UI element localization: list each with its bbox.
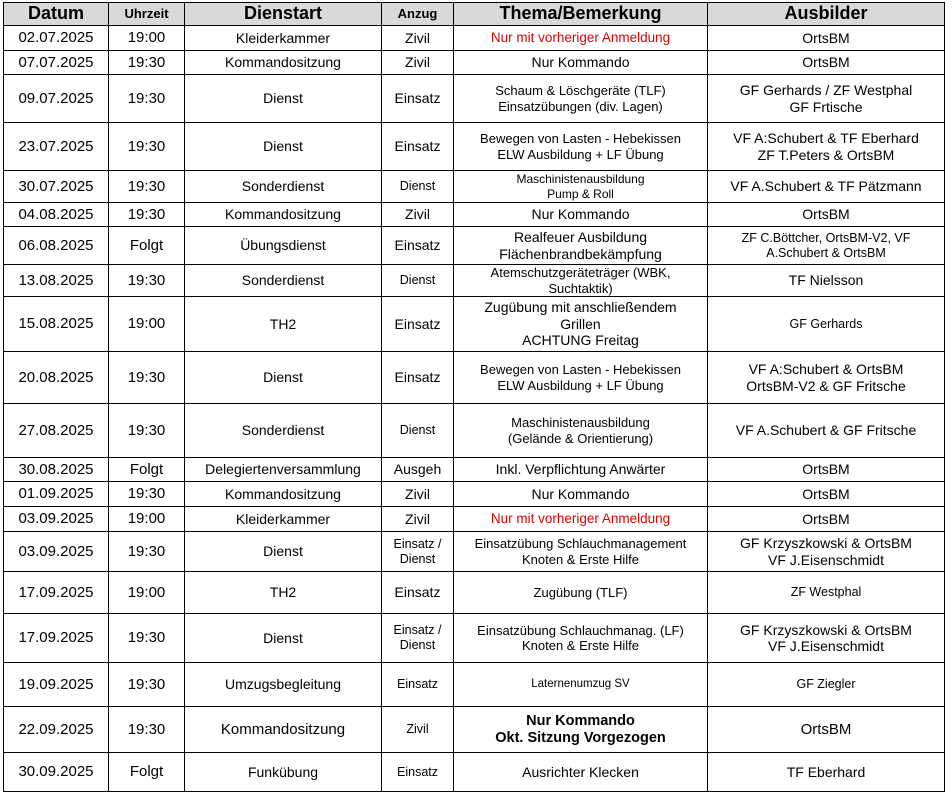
table-row — [4, 404, 945, 458]
instructor-line: GF Frtische — [789, 98, 863, 115]
uniform-cell: Einsatz — [382, 123, 454, 171]
date-cell: 15.08.2025 — [4, 297, 109, 352]
instructor-line: GF Krzyszkowski & OrtsBM — [740, 621, 912, 638]
type-cell: Kommandositzung — [185, 482, 382, 507]
table-row — [4, 51, 945, 75]
type-cell: Dienst — [185, 352, 382, 404]
time-cell: 19:30 — [109, 482, 185, 507]
topic-line: Pump & Roll — [547, 186, 614, 201]
topic-line: Nur Kommando — [526, 712, 635, 729]
time-cell: 19:30 — [109, 352, 185, 404]
table-row — [4, 507, 945, 532]
table-row — [4, 123, 945, 171]
topic-cell: Nur Kommando — [454, 203, 708, 227]
uniform-cell: Dienst — [382, 265, 454, 297]
instructor-cell: OrtsBM — [708, 203, 945, 227]
topic-cell — [454, 171, 708, 203]
topic-line: Atemschutzgeräteträger (WBK, — [490, 265, 671, 281]
date-cell: 30.08.2025 — [4, 458, 109, 482]
date-cell: 06.08.2025 — [4, 227, 109, 265]
instructor-line: VF A:Schubert & OrtsBM — [748, 361, 904, 378]
table-row — [4, 458, 945, 482]
instructor-cell — [708, 352, 945, 404]
date-cell: 09.07.2025 — [4, 75, 109, 123]
type-cell: TH2 — [185, 572, 382, 614]
time-cell: Folgt — [109, 227, 185, 265]
time-cell: 19:30 — [109, 265, 185, 297]
uniform-cell: Einsatz — [382, 663, 454, 707]
header-instructor: Ausbilder — [708, 3, 945, 26]
header-uniform: Anzug — [382, 3, 454, 26]
topic-line: ELW Ausbildung + LF Übung — [497, 146, 664, 162]
instructor-cell — [708, 123, 945, 171]
time-cell: 19:30 — [109, 75, 185, 123]
instructor-line: OrtsBM-V2 & GF Fritsche — [746, 377, 906, 394]
topic-cell — [454, 123, 708, 171]
topic-line: Grillen — [560, 315, 601, 332]
topic-line: (Gelände & Orientierung) — [507, 430, 654, 446]
time-cell: 19:00 — [109, 297, 185, 352]
instructor-cell — [708, 75, 945, 123]
topic-line: Einsatzübung Schlauchmanag. (LF) — [477, 622, 684, 638]
table-row — [4, 352, 945, 404]
uniform-cell: Zivil — [382, 507, 454, 532]
date-cell: 07.07.2025 — [4, 51, 109, 75]
time-cell: 19:30 — [109, 203, 185, 227]
table-row — [4, 227, 945, 265]
uniform-cell — [382, 614, 454, 663]
table-row — [4, 663, 945, 707]
table-row — [4, 171, 945, 203]
topic-line: Einsatzübung Schlauchmanagement — [474, 536, 687, 552]
topic-cell — [454, 297, 708, 352]
instructor-cell: VF A.Schubert & TF Pätzmann — [708, 171, 945, 203]
time-cell: Folgt — [109, 753, 185, 792]
table-row — [4, 482, 945, 507]
table-row — [4, 26, 945, 51]
time-cell: 19:30 — [109, 404, 185, 458]
topic-cell: Nur mit vorheriger Anmeldung — [454, 507, 708, 532]
type-cell: Sonderdienst — [185, 265, 382, 297]
topic-cell: Laternenumzug SV — [454, 663, 708, 707]
time-cell: 19:00 — [109, 572, 185, 614]
topic-line: Knoten & Erste Hilfe — [521, 551, 640, 567]
date-cell: 22.09.2025 — [4, 707, 109, 753]
date-cell: 03.09.2025 — [4, 507, 109, 532]
topic-cell: Nur Kommando — [454, 482, 708, 507]
topic-cell — [454, 75, 708, 123]
topic-line: Bewegen von Lasten - Hebekissen — [480, 131, 681, 147]
date-cell: 27.08.2025 — [4, 404, 109, 458]
time-cell: 19:30 — [109, 171, 185, 203]
type-cell: Umzugsbegleitung — [185, 663, 382, 707]
header-date: Datum — [4, 3, 109, 26]
instructor-cell: OrtsBM — [708, 51, 945, 75]
uniform-cell: Zivil — [382, 707, 454, 753]
type-cell: Kleiderkammer — [185, 507, 382, 532]
topic-line: Maschinistenausbildung — [511, 415, 650, 431]
date-cell: 17.09.2025 — [4, 614, 109, 663]
table-row — [4, 753, 945, 792]
topic-cell — [454, 265, 708, 297]
table-row — [4, 532, 945, 572]
type-cell: Sonderdienst — [185, 171, 382, 203]
instructor-cell: OrtsBM — [708, 26, 945, 51]
type-cell: Kleiderkammer — [185, 26, 382, 51]
time-cell: 19:30 — [109, 663, 185, 707]
instructor-cell: ZF Westphal — [708, 572, 945, 614]
type-cell: Kommandositzung — [185, 203, 382, 227]
topic-line: ACHTUNG Freitag — [522, 332, 639, 349]
topic-cell — [454, 227, 708, 265]
topic-line: Knoten & Erste Hilfe — [521, 638, 640, 653]
type-cell: Übungsdienst — [185, 227, 382, 265]
instructor-cell — [708, 532, 945, 572]
topic-line: Maschinistenausbildung — [516, 172, 645, 187]
table-row — [4, 75, 945, 123]
instructor-cell: GF Ziegler — [708, 663, 945, 707]
instructor-cell: VF A.Schubert & GF Fritsche — [708, 404, 945, 458]
time-cell: 19:00 — [109, 507, 185, 532]
topic-line: Suchtaktik) — [548, 280, 613, 296]
uniform-cell: Einsatz — [382, 352, 454, 404]
instructor-cell: OrtsBM — [708, 482, 945, 507]
time-cell: 19:30 — [109, 123, 185, 171]
uniform-line: Einsatz / — [393, 623, 442, 638]
topic-cell: Zugübung (TLF) — [454, 572, 708, 614]
schedule-table — [3, 2, 945, 792]
uniform-cell: Zivil — [382, 203, 454, 227]
header-topic: Thema/Bemerkung — [454, 3, 708, 26]
time-cell: 19:00 — [109, 26, 185, 51]
uniform-cell: Dienst — [382, 171, 454, 203]
time-cell: Folgt — [109, 458, 185, 482]
topic-cell: Inkl. Verpflichtung Anwärter — [454, 458, 708, 482]
table-row — [4, 572, 945, 614]
schedule-body — [4, 26, 945, 792]
header-row — [4, 3, 945, 26]
topic-line: Zugübung mit anschließendem — [484, 299, 677, 316]
uniform-cell: Einsatz — [382, 297, 454, 352]
date-cell: 03.09.2025 — [4, 532, 109, 572]
date-cell: 19.09.2025 — [4, 663, 109, 707]
uniform-cell: Einsatz — [382, 75, 454, 123]
time-cell: 19:30 — [109, 614, 185, 663]
table-row — [4, 707, 945, 753]
uniform-cell: Zivil — [382, 26, 454, 51]
instructor-line: GF Gerhards / ZF Westphal — [739, 82, 913, 99]
uniform-cell: Einsatz — [382, 572, 454, 614]
time-cell: 19:30 — [109, 707, 185, 753]
date-cell: 30.07.2025 — [4, 171, 109, 203]
date-cell: 04.08.2025 — [4, 203, 109, 227]
instructor-cell — [708, 227, 945, 265]
type-cell: Kommandositzung — [185, 51, 382, 75]
topic-line: Bewegen von Lasten - Hebekissen — [480, 362, 681, 378]
uniform-line: Dienst — [399, 638, 436, 652]
instructor-line: ZF C.Böttcher, OrtsBM-V2, VF — [741, 230, 911, 245]
topic-line: ELW Ausbildung + LF Übung — [497, 377, 664, 393]
topic-line: Realfeuer Ausbildung — [513, 229, 648, 246]
topic-cell: Nur mit vorheriger Anmeldung — [454, 26, 708, 51]
instructor-cell: TF Eberhard — [708, 753, 945, 792]
instructor-cell: TF Nielsson — [708, 265, 945, 297]
type-cell: Delegiertenversammlung — [185, 458, 382, 482]
uniform-cell: Zivil — [382, 482, 454, 507]
topic-cell: Nur Kommando — [454, 51, 708, 75]
topic-line: Flächenbrandbekämpfung — [499, 245, 662, 262]
table-row — [4, 614, 945, 663]
topic-cell — [454, 532, 708, 572]
instructor-line: ZF T.Peters & OrtsBM — [757, 146, 895, 163]
instructor-cell: OrtsBM — [708, 458, 945, 482]
uniform-line: Dienst — [399, 551, 436, 566]
date-cell: 01.09.2025 — [4, 482, 109, 507]
uniform-cell: Ausgeh — [382, 458, 454, 482]
date-cell: 13.08.2025 — [4, 265, 109, 297]
time-cell: 19:30 — [109, 532, 185, 572]
topic-cell — [454, 707, 708, 753]
type-cell: TH2 — [185, 297, 382, 352]
topic-cell — [454, 404, 708, 458]
instructor-cell: GF Gerhards — [708, 297, 945, 352]
uniform-cell: Dienst — [382, 404, 454, 458]
instructor-cell: OrtsBM — [708, 507, 945, 532]
topic-line: Schaum & Löschgeräte (TLF) — [495, 83, 666, 99]
date-cell: 30.09.2025 — [4, 753, 109, 792]
type-cell: Dienst — [185, 123, 382, 171]
topic-cell — [454, 352, 708, 404]
type-cell: Dienst — [185, 75, 382, 123]
table-row — [4, 297, 945, 352]
date-cell: 17.09.2025 — [4, 572, 109, 614]
uniform-line: Einsatz / — [393, 536, 442, 551]
type-cell: Dienst — [185, 532, 382, 572]
uniform-cell: Einsatz — [382, 753, 454, 792]
topic-line: Okt. Sitzung Vorgezogen — [495, 729, 666, 746]
uniform-cell — [382, 532, 454, 572]
uniform-cell: Einsatz — [382, 227, 454, 265]
instructor-cell: OrtsBM — [708, 707, 945, 753]
header-time: Uhrzeit — [109, 3, 185, 26]
instructor-cell — [708, 614, 945, 663]
instructor-line: GF Krzyszkowski & OrtsBM — [740, 535, 912, 552]
table-row — [4, 265, 945, 297]
type-cell: Kommandositzung — [185, 707, 382, 753]
date-cell: 23.07.2025 — [4, 123, 109, 171]
type-cell: Sonderdienst — [185, 404, 382, 458]
instructor-line: VF A:Schubert & TF Eberhard — [733, 130, 919, 147]
type-cell: Dienst — [185, 614, 382, 663]
topic-cell — [454, 614, 708, 663]
topic-line: Einsatzübungen (div. Lagen) — [498, 98, 663, 114]
header-type: Dienstart — [185, 3, 382, 26]
date-cell: 02.07.2025 — [4, 26, 109, 51]
topic-cell: Ausrichter Klecken — [454, 753, 708, 792]
type-cell: Funkübung — [185, 753, 382, 792]
time-cell: 19:30 — [109, 51, 185, 75]
table-row — [4, 203, 945, 227]
uniform-cell: Zivil — [382, 51, 454, 75]
instructor-line: VF J.Eisenschmidt — [768, 551, 884, 568]
instructor-line: A.Schubert & OrtsBM — [766, 245, 886, 260]
instructor-line: VF J.Eisenschmidt — [768, 638, 884, 654]
date-cell: 20.08.2025 — [4, 352, 109, 404]
